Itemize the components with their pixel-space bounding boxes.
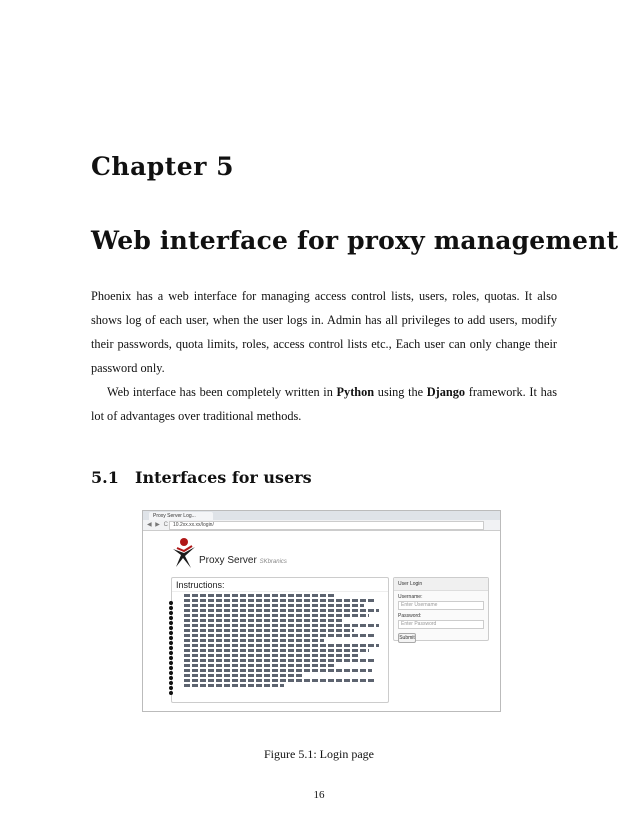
proxy-logo-icon bbox=[171, 537, 197, 569]
instructions-list bbox=[184, 594, 388, 687]
site-header bbox=[143, 531, 500, 577]
instructions-title: Instructions: bbox=[172, 578, 388, 592]
brand-suffix: SKbranics bbox=[259, 559, 287, 565]
password-label: Password: bbox=[398, 613, 422, 619]
section-title: Interfaces for users bbox=[135, 468, 312, 487]
chapter-title: Web interface for proxy management bbox=[91, 226, 619, 255]
instruction-line bbox=[184, 609, 379, 612]
intro-paragraph: Phoenix has a web interface for managing access control lists, users, roles, quotas. It also shows log of each user, when the user logs in. Admin has all privileges to add users, modify their passwords, quota limits, roles, access control lists etc., Each user can only change their password only. bbox=[91, 289, 557, 375]
page-number: 16 bbox=[313, 789, 325, 801]
python-term: Python bbox=[336, 385, 375, 399]
instruction-line bbox=[184, 659, 376, 662]
instruction-line bbox=[184, 644, 379, 647]
browser-tab: Proxy Server Log... bbox=[149, 512, 213, 520]
instruction-line bbox=[184, 684, 284, 687]
instruction-line bbox=[184, 599, 374, 602]
browser-nav-icons: ◀ ▶ C bbox=[147, 522, 169, 528]
browser-url: 10.2xx.xx.xx/login/ bbox=[169, 521, 484, 530]
login-panel bbox=[393, 577, 489, 641]
username-input: Enter Username bbox=[398, 601, 484, 610]
figure-caption: Figure 5.1: Login page bbox=[264, 747, 374, 761]
instructions-panel bbox=[171, 577, 389, 703]
django-term: Django bbox=[426, 385, 466, 399]
framework-paragraph bbox=[91, 380, 557, 428]
username-label: Username: bbox=[398, 594, 423, 600]
instruction-line bbox=[184, 654, 359, 657]
site-brand bbox=[199, 555, 287, 566]
instruction-line bbox=[184, 649, 369, 652]
instruction-line bbox=[184, 634, 374, 637]
browser-tab-bar bbox=[143, 511, 500, 520]
framework-text-2: using the bbox=[374, 385, 427, 399]
section-heading bbox=[91, 468, 312, 487]
instruction-line bbox=[184, 604, 364, 607]
instruction-line bbox=[184, 594, 334, 597]
instruction-line bbox=[184, 624, 379, 627]
instruction-line bbox=[184, 614, 369, 617]
chapter-label: Chapter 5 bbox=[91, 152, 234, 181]
browser-url-bar bbox=[143, 520, 500, 531]
instruction-line bbox=[184, 674, 304, 677]
framework-text-1: Web interface has been completely written in bbox=[107, 385, 337, 399]
brand-name: Proxy Server bbox=[199, 555, 257, 566]
instruction-line bbox=[184, 639, 324, 642]
login-heading: User Login bbox=[394, 578, 488, 591]
instruction-line bbox=[184, 629, 354, 632]
instruction-line bbox=[184, 619, 344, 622]
login-page-screenshot bbox=[142, 510, 501, 712]
password-input: Enter Password bbox=[398, 620, 484, 629]
instruction-line bbox=[184, 679, 374, 682]
section-number: 5.1 bbox=[91, 468, 119, 487]
instruction-line bbox=[184, 664, 334, 667]
instruction-line bbox=[184, 669, 372, 672]
framework-text-3: framework. It has lot of advantages over traditional methods. bbox=[91, 385, 557, 423]
submit-button: Submit bbox=[399, 635, 415, 641]
